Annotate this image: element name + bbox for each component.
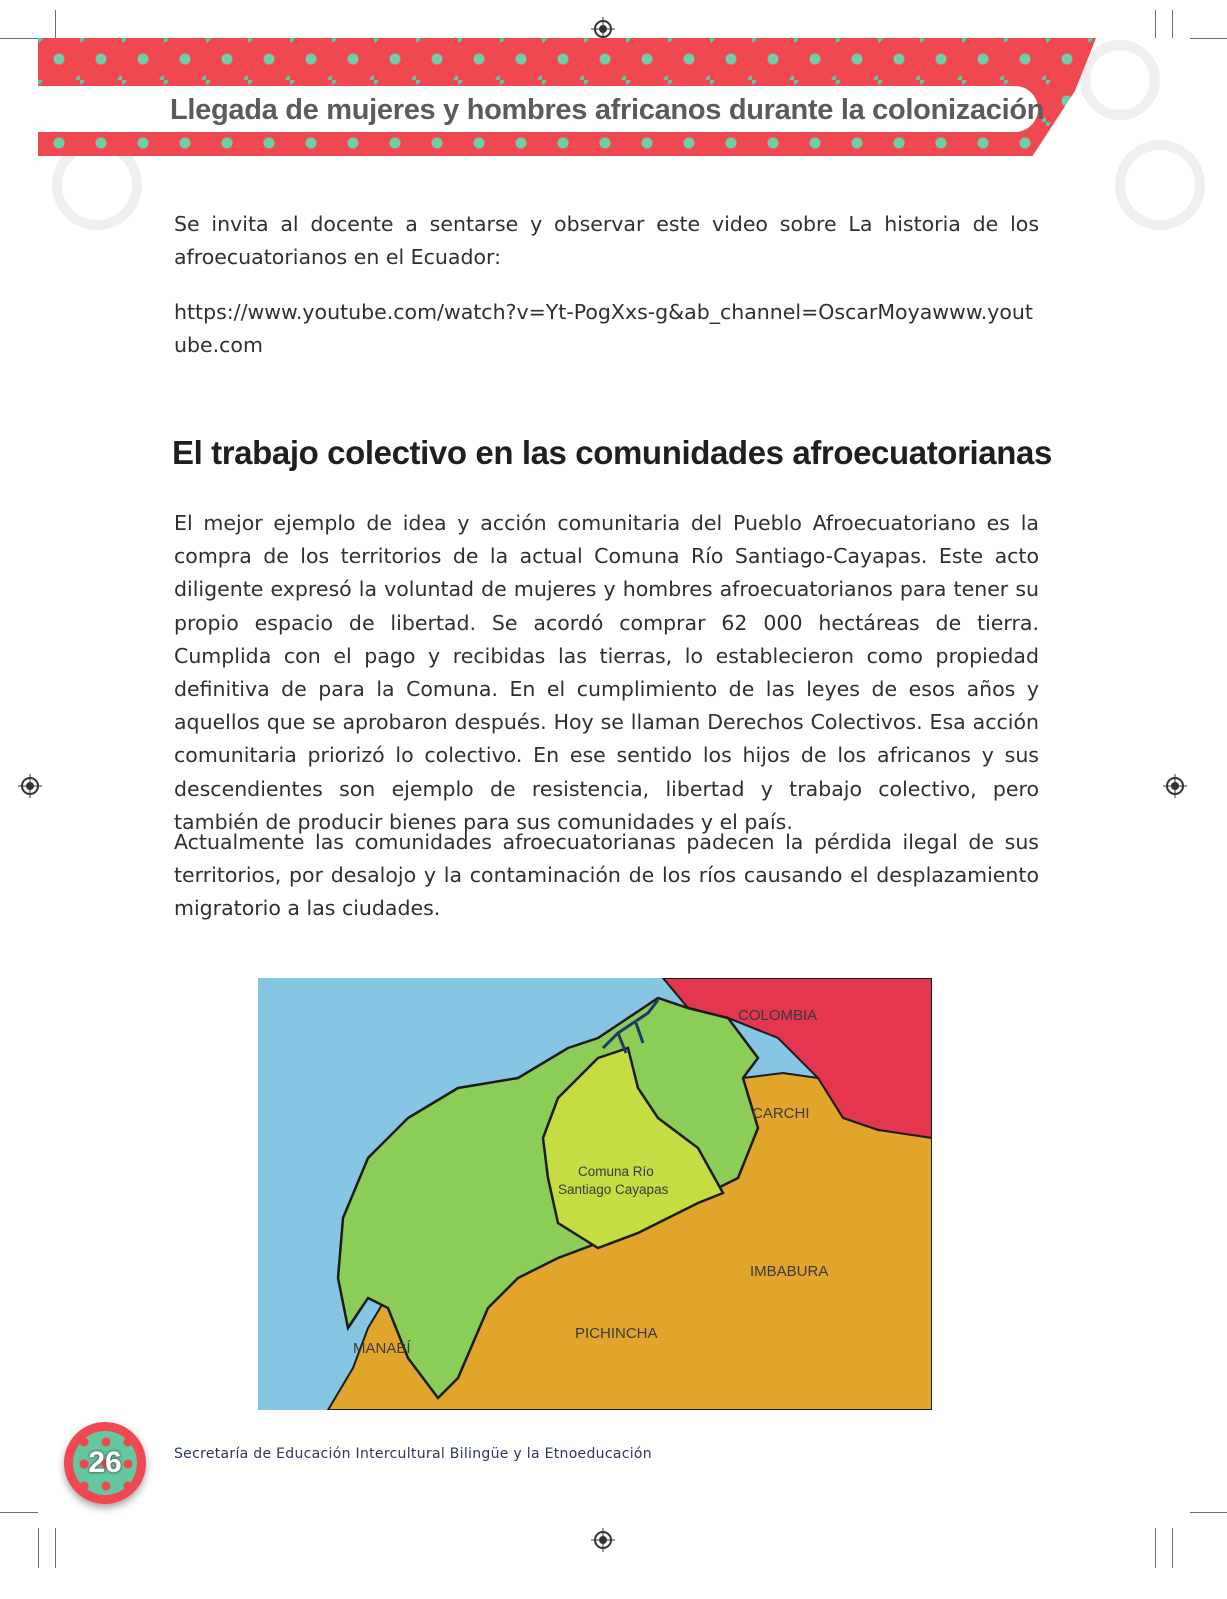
footer-publisher: Secretaría de Educación Intercultural Bilingüe y la Etnoeducación — [174, 1446, 652, 1462]
header-title: Llegada de mujeres y hombres africanos durante la colonización — [170, 94, 1045, 126]
crop-mark — [1190, 1512, 1227, 1513]
map-label-pichincha: PICHINCHA — [575, 1325, 658, 1342]
map-label-comuna-line1: Comuna Río — [578, 1164, 654, 1179]
registration-mark-icon — [591, 1528, 615, 1552]
page-number: 26 — [88, 1446, 122, 1479]
crop-mark — [55, 1528, 56, 1568]
body-paragraph: Actualmente las comunidades afroecuatorianas padecen la pérdida ilegal de sus territorios, por desalojo y la contaminación de los ríos causando el desplazamiento migratorio a las ciudades. — [174, 830, 1039, 921]
crop-mark — [0, 1512, 38, 1513]
registration-mark-icon — [18, 774, 42, 798]
registration-mark-icon — [591, 17, 615, 41]
crop-mark — [55, 10, 56, 38]
map-label-carchi: CARCHI — [752, 1105, 810, 1122]
crop-mark — [1190, 38, 1227, 39]
body-paragraph: El mejor ejemplo de idea y acción comunitaria del Pueblo Afroecuatoriano es la compra de los territorios de la actual Comuna Río Santiago-Cayapas. Este acto diligente expresó la voluntad de mujeres y hombres afroecuatorianos para tener su propio espacio de libertad. Se acordó comprar 62 000 hectáreas de tierra. Cumplida con el pago y recibidas las tierras, lo establecieron como propiedad definitiva de para la Comuna. En el cumplimiento de las leyes de esos años y aquellos que se aprobaron después. Hoy se llaman Derechos Colectivos. Esa acción comunitaria priorizó lo colectivo. En ese sentido los hijos de los africanos y sus descendientes son ejemplo de resistencia, libertad y trabajo colectivo, pero también de producir bienes para sus comunidades y el país. — [174, 511, 1039, 834]
decorative-swirl-icon — [1115, 140, 1205, 230]
registration-mark-icon — [1163, 774, 1187, 798]
crop-mark — [38, 1528, 39, 1568]
territory-map — [258, 978, 932, 1410]
map-label-colombia: COLOMBIA — [738, 1007, 818, 1024]
video-link[interactable]: https://www.youtube.com/watch?v=Yt-PogXxs-g&ab_channel=OscarMoyawww.youtube.com — [174, 300, 1033, 358]
map-label-comuna-line2: Santiago Cayapas — [558, 1182, 669, 1197]
crop-mark — [1155, 10, 1156, 38]
map-label-manabi: MANABÍ — [353, 1340, 411, 1357]
decorative-swirl-icon — [1080, 40, 1160, 120]
crop-mark — [1172, 10, 1173, 38]
page-number-badge — [64, 1422, 146, 1504]
section-heading: El trabajo colectivo en las comunidades afroecuatorianas — [172, 434, 1052, 471]
map-label-imbabura: IMBABURA — [750, 1263, 829, 1280]
crop-mark — [1172, 1528, 1173, 1568]
intro-paragraph: Se invita al docente a sentarse y observar este video sobre La historia de los afroecuatorianos en el Ecuador: — [174, 212, 1039, 270]
crop-mark — [0, 38, 38, 39]
crop-mark — [1155, 1528, 1156, 1568]
